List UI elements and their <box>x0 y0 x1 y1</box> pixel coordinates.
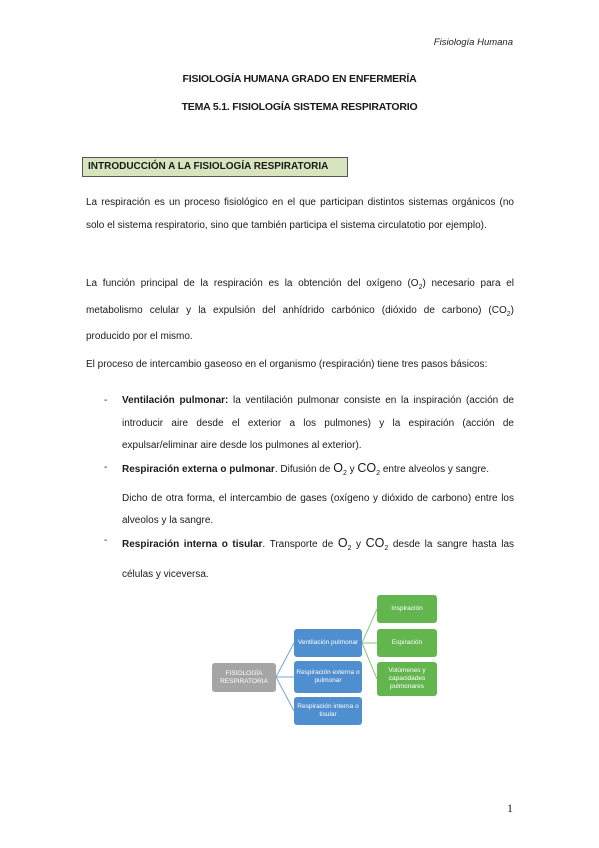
o2-sub: 2 <box>347 545 352 552</box>
bullet-label: Respiración externa o pulmonar <box>122 464 275 475</box>
connector-vent-volumenes <box>362 643 377 679</box>
p2-sub-1: 2 <box>418 284 423 291</box>
paragraph-main-function <box>86 273 514 349</box>
bullet-dash: - <box>104 535 108 546</box>
p2-text-c: ) producido por el mismo. <box>86 304 514 342</box>
bullet-body: . Transporte de <box>262 539 338 550</box>
p2-text-b: ) necesario para el metabolismo celular y la expulsión del anhídrido carbónico (dióxido de carbono) (CO <box>86 278 514 316</box>
page-number: 1 <box>507 801 513 815</box>
node-volumenes: Volúmenes y capacidades pulmonares <box>377 662 437 696</box>
connector-vent-inspiracion <box>362 609 377 643</box>
section-heading: INTRODUCCIÓN A LA FISIOLOGÍA RESPIRATORIA <box>82 157 348 177</box>
bullet-text <box>122 457 514 533</box>
node-inspiracion: Inspiración <box>377 595 437 623</box>
bullet-body: y <box>346 464 358 475</box>
bullet-body: . Difusión de <box>274 464 334 475</box>
bullet-continuation: Dicho de otra forma, el intercambio de gases (oxígeno y dióxido de carbono) entre los alveolos y la sangre. <box>122 492 514 526</box>
bullet-body: entre alveolos y sangre. <box>380 464 490 475</box>
node-respiracion-externa: Respiración externa o pulmonar <box>294 661 362 693</box>
bullet-respiracion-externa <box>86 457 514 533</box>
paragraph-intro: La respiración es un proceso fisiológico en el que participan distintos sistemas orgánicos (no solo el sistema respiratorio, sino que también participa el sistema circulatotio por ejemplo). <box>86 197 514 231</box>
topic-title: TEMA 5.1. FISIOLOGÍA SISTEMA RESPIRATORIO <box>181 101 418 113</box>
o2-symbol: O <box>333 461 343 475</box>
node-fisiologia-respiratoria: FISIOLOGÍA RESPIRATORIA <box>212 663 276 692</box>
o2-sub: 2 <box>342 470 347 477</box>
bullet-text <box>122 530 514 588</box>
document-title: FISIOLOGÍA HUMANA GRADO EN ENFERMERÍA <box>182 73 417 85</box>
concept-diagram <box>210 595 440 730</box>
co2-symbol: CO <box>365 536 385 550</box>
co2-sub: 2 <box>384 545 389 552</box>
connector-root-interna <box>276 677 294 711</box>
p2-sub-2: 2 <box>506 310 511 318</box>
p2-text-a: La función principal de la respiración es la obtención del oxígeno (O <box>86 278 419 289</box>
bullet-body: desde la sangre hasta las células y viceversa. <box>122 539 515 580</box>
node-ventilacion-pulmonar: Ventilación pulmonar <box>294 629 362 657</box>
bullet-respiracion-interna <box>86 530 514 588</box>
bullet-body: y <box>351 539 366 550</box>
running-header: Fisiología Humana <box>433 37 513 48</box>
co2-symbol: CO <box>357 461 377 475</box>
bullet-text <box>122 390 514 458</box>
o2-symbol: O <box>337 536 348 550</box>
connector-root-ventilacion <box>276 643 294 677</box>
paragraph-steps: El proceso de intercambio gaseoso en el organismo (respiración) tiene tres pasos básicos: <box>86 359 488 370</box>
bullet-label: Ventilación pulmonar: <box>122 395 229 406</box>
bullet-ventilacion <box>86 390 514 458</box>
co2-sub: 2 <box>376 470 381 477</box>
node-espiracion: Espiración <box>377 629 437 657</box>
bullet-body: la ventilación pulmonar consiste en la inspiración (acción de introducir aire desde el exterior a los pulmones) y la espiración (acción de expulsar/eliminar aire desde los pulmones al exterior). <box>122 395 514 451</box>
node-respiracion-interna: Respiración interna o tisular <box>294 697 362 725</box>
bullet-label: Respiración interna o tisular <box>122 539 263 550</box>
bullet-dash: - <box>104 462 108 473</box>
bullet-dash: - <box>104 395 108 406</box>
